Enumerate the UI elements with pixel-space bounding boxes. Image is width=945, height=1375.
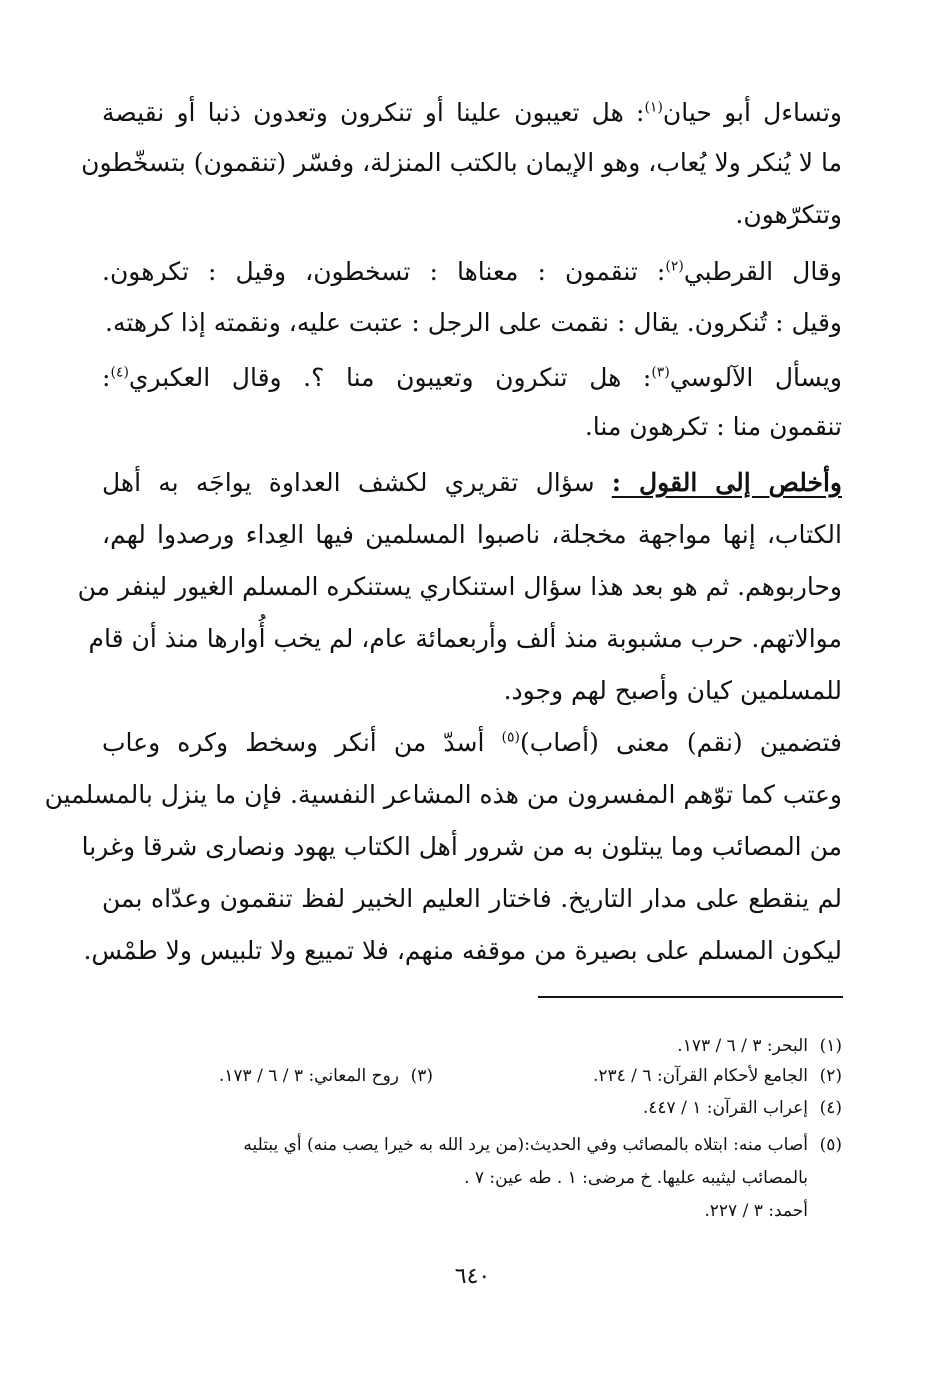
footnote-number: (٣) <box>410 1066 433 1086</box>
p4-line4: موالاتهم. حرب مشبوبة منذ ألف وأربعمائة عام، لم يخب أُوارها منذ أن قام <box>88 624 842 653</box>
text-run: : تنقمون : معناها : تسخطون، وقيل : تكرهون. <box>102 257 666 286</box>
footnote-text: الجامع لأحكام القرآن: ٦ / ٢٣٤. <box>592 1066 808 1086</box>
p5-line2: وعتب كما توّهم المفسرون من هذه المشاعر النفسية. فإن ما ينزل بالمسلمين <box>44 780 842 809</box>
text-run: فتضمين (نقم) معنى (أصاب) <box>520 728 842 757</box>
footnote-text: إعراب القرآن: ١ / ٤٤٧. <box>642 1098 808 1118</box>
footnote-number: (٢) <box>819 1066 842 1086</box>
footnote-3 <box>219 1064 433 1088</box>
footnote-number: (٥) <box>819 1135 842 1155</box>
page-number: ٦٤٠ <box>454 1264 491 1289</box>
footnote-5-line3: أحمد: ٣ / ٢٢٧. <box>704 1201 808 1221</box>
footnote-ref-3[interactable]: (٣) <box>651 364 670 381</box>
footnote-ref-2[interactable]: (٢) <box>665 258 684 275</box>
p2-line2: وقيل : تُنكرون. يقال : نقمت على الرجل : عتبت عليه، ونقمته إذا كرهته. <box>105 308 842 337</box>
text-run: وتساءل أبو حيان <box>662 98 842 127</box>
footnote-2 <box>593 1064 842 1088</box>
footnote-text: أصاب منه: ابتلاه بالمصائب وفي الحديث:(من يرد الله به خيرا يصب منه) أي يبتليه <box>243 1135 808 1155</box>
footnote-text: البحر: ٣ / ٦ / ١٧٣. <box>677 1036 808 1056</box>
p4-line5: للمسلمين كيان وأصبح لهم وجود. <box>503 676 842 705</box>
text-run: ويسأل الآلوسي <box>669 363 842 392</box>
p2-line1 <box>102 255 842 289</box>
p4-line2: الكتاب، إنها مواجهة مخجلة، ناصبوا المسلمين فيها العِداء ورصدوا لهم، <box>102 520 842 549</box>
footnote-ref-1[interactable]: (١) <box>644 99 663 116</box>
text-run: وقال القرطبي <box>683 257 842 286</box>
footnote-number: (١) <box>819 1036 842 1056</box>
footnote-number: (٤) <box>819 1098 842 1118</box>
p5-line5: ليكون المسلم على بصيرة من موقفه منهم، فلا تمييع ولا تلبيس ولا طمْس. <box>83 936 842 965</box>
text-run: سؤال تقريري لكشف العداوة يواجَه به أهل <box>102 468 612 497</box>
text-run: : هل تعيبون علينا أو تنكرون وتعدون ذنبا أو نقيصة <box>102 98 645 127</box>
p1-line1 <box>102 96 842 130</box>
footnote-5-line2: بالمصائب ليثيبه عليها. خ مرضى: ١ . طه عين: ٧ . <box>464 1168 808 1188</box>
p3-line2: تنقمون منا : تكرهون منا. <box>584 412 842 441</box>
footnote-5-line1 <box>243 1133 842 1157</box>
text-run: : <box>102 363 111 392</box>
p5-line1 <box>102 726 842 760</box>
footnote-ref-5[interactable]: (٥) <box>501 729 521 746</box>
footnote-separator <box>538 996 843 998</box>
footnote-4 <box>643 1096 842 1120</box>
p5-line3: من المصائب وما يبتلون به من شرور أهل الكتاب يهود ونصارى شرقا وغربا <box>81 832 842 861</box>
footnote-ref-4[interactable]: (٤) <box>110 364 129 381</box>
text-run: أسدّ من أنكر وسخط وكره وعاب <box>102 728 502 757</box>
p5-line4: لم ينقطع على مدار التاريخ. فاختار العليم الخبير لفظ تنقمون وعدّاه بمن <box>102 884 842 913</box>
p1-line3: وتتكرّهون. <box>735 200 842 229</box>
text-run: : هل تنكرون وتعيبون منا ؟. وقال العكبري <box>128 363 652 392</box>
p1-line2: ما لا يُنكر ولا يُعاب، وهو الإيمان بالكتب المنزلة، وفسّر (تنقمون) بتسخّطون <box>81 148 842 177</box>
p4-line1 <box>102 466 842 500</box>
lead-phrase: وأخلص إلى القول : <box>611 468 842 497</box>
p3-line1 <box>102 361 842 395</box>
p4-line3: وحاربوهم. ثم هو بعد هذا سؤال استنكاري يستنكره المسلم الغيور لينفر من <box>77 572 842 601</box>
footnote-text: روح المعاني: ٣ / ٦ / ١٧٣. <box>218 1066 399 1086</box>
footnote-1 <box>677 1034 842 1058</box>
